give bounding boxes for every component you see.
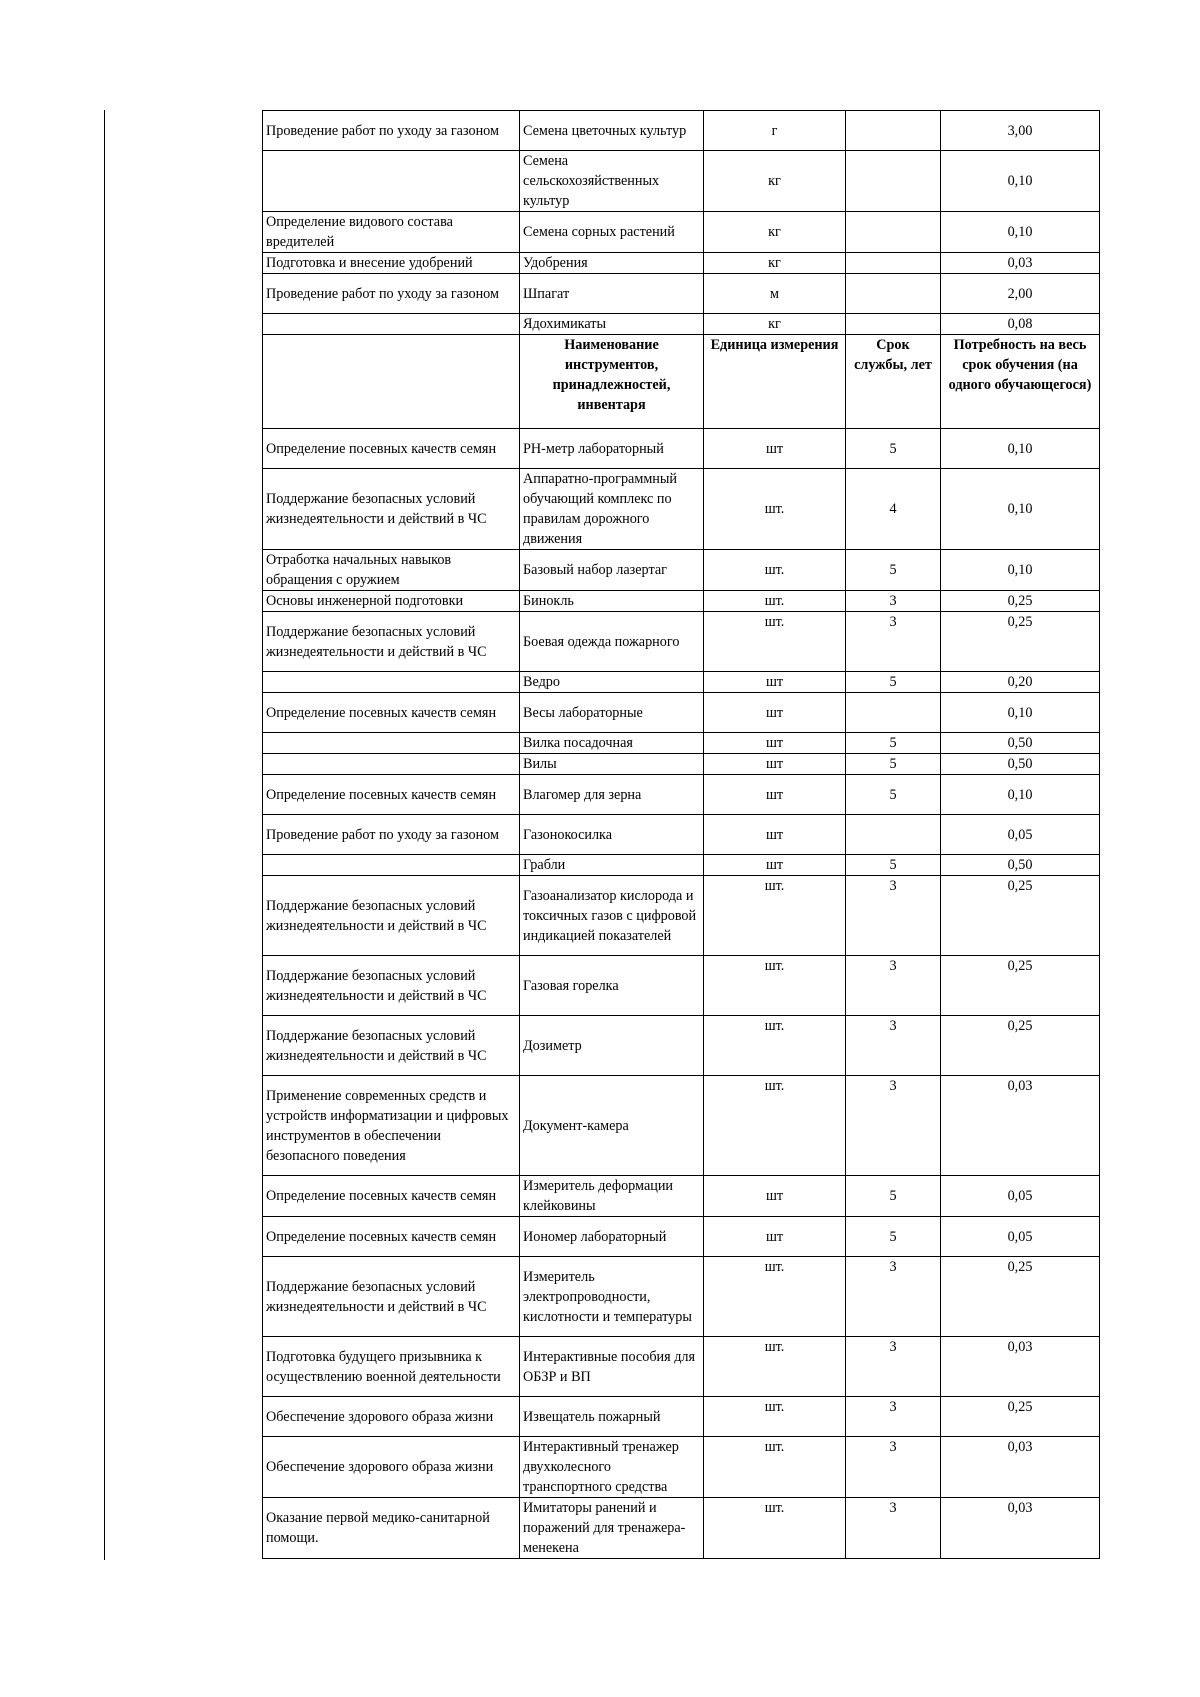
service-life-cell — [846, 693, 941, 733]
service-life-cell: 3 — [846, 1437, 941, 1498]
table-row — [263, 1016, 1100, 1076]
service-life-cell — [846, 212, 941, 253]
item-name-cell: Грабли — [520, 855, 704, 876]
unit-cell: кг — [704, 253, 846, 274]
table-row — [263, 775, 1100, 815]
service-life-cell: 5 — [846, 672, 941, 693]
table-row — [263, 469, 1100, 550]
unit-cell: шт — [704, 429, 846, 469]
activity-cell — [263, 314, 520, 335]
item-name-cell: Семена сельскохозяйственных культур — [520, 151, 704, 212]
table-row — [263, 314, 1100, 335]
table-row — [263, 733, 1100, 754]
item-name-cell: Базовый набор лазертаг — [520, 550, 704, 591]
activity-cell: Определение посевных качеств семян — [263, 1217, 520, 1257]
service-life-cell: 5 — [846, 429, 941, 469]
requirement-cell: 0,03 — [941, 1076, 1100, 1176]
item-name-cell: PH-метр лабораторный — [520, 429, 704, 469]
table-row — [263, 693, 1100, 733]
activity-cell: Поддержание безопасных условий жизнедеятельности и действий в ЧС — [263, 956, 520, 1016]
item-name-cell: Иономер лабораторный — [520, 1217, 704, 1257]
service-life-cell: 5 — [846, 754, 941, 775]
table-row — [263, 754, 1100, 775]
table-row — [263, 591, 1100, 612]
item-name-cell: Дозиметр — [520, 1016, 704, 1076]
requirement-cell: 0,05 — [941, 815, 1100, 855]
unit-cell: шт. — [704, 591, 846, 612]
header-requirement: Потребность на весь срок обучения (на одного обучающегося) — [941, 335, 1100, 429]
item-name-cell: Весы лабораторные — [520, 693, 704, 733]
service-life-cell: 5 — [846, 1217, 941, 1257]
table-row — [263, 855, 1100, 876]
table-row — [263, 612, 1100, 672]
requirement-cell: 0,25 — [941, 1257, 1100, 1337]
header-item-name: Наименование инструментов, принадлежностей, инвентаря — [520, 335, 704, 429]
requirement-cell: 0,10 — [941, 469, 1100, 550]
requirement-cell: 0,03 — [941, 1437, 1100, 1498]
table-row — [263, 274, 1100, 314]
requirement-cell: 0,08 — [941, 314, 1100, 335]
table-row — [263, 151, 1100, 212]
service-life-cell: 5 — [846, 733, 941, 754]
requirement-cell: 0,25 — [941, 956, 1100, 1016]
table-row — [263, 1337, 1100, 1397]
activity-cell: Поддержание безопасных условий жизнедеятельности и действий в ЧС — [263, 1016, 520, 1076]
service-life-cell: 3 — [846, 1337, 941, 1397]
unit-cell: шт — [704, 754, 846, 775]
item-name-cell: Удобрения — [520, 253, 704, 274]
item-name-cell: Семена цветочных культур — [520, 111, 704, 151]
table-row — [263, 1437, 1100, 1498]
activity-cell: Определение посевных качеств семян — [263, 429, 520, 469]
requirement-cell: 0,20 — [941, 672, 1100, 693]
activity-cell: Оказание первой медико-санитарной помощи. — [263, 1498, 520, 1559]
item-name-cell: Документ-камера — [520, 1076, 704, 1176]
header-unit: Единица измерения — [704, 335, 846, 429]
table-row — [263, 1176, 1100, 1217]
item-name-cell: Аппаратно-программный обучающий комплекс по правилам дорожного движения — [520, 469, 704, 550]
item-name-cell: Измеритель деформации клейковины — [520, 1176, 704, 1217]
service-life-cell: 4 — [846, 469, 941, 550]
service-life-cell: 3 — [846, 591, 941, 612]
table-row — [263, 1257, 1100, 1337]
unit-cell: шт. — [704, 1337, 846, 1397]
item-name-cell: Шпагат — [520, 274, 704, 314]
activity-cell: Подготовка и внесение удобрений — [263, 253, 520, 274]
service-life-cell: 5 — [846, 1176, 941, 1217]
unit-cell: г — [704, 111, 846, 151]
item-name-cell: Ведро — [520, 672, 704, 693]
unit-cell: шт — [704, 733, 846, 754]
table-row — [263, 212, 1100, 253]
item-name-cell: Боевая одежда пожарного — [520, 612, 704, 672]
page-margin-line — [104, 110, 105, 1560]
unit-cell: шт. — [704, 876, 846, 956]
item-name-cell: Газоанализатор кислорода и токсичных газов с цифровой индикацией показателей — [520, 876, 704, 956]
unit-cell: кг — [704, 151, 846, 212]
activity-cell — [263, 754, 520, 775]
requirement-cell: 0,50 — [941, 754, 1100, 775]
activity-cell: Применение современных средств и устройств информатизации и цифровых инструментов в обеспечении безопасного поведения — [263, 1076, 520, 1176]
requirement-cell: 3,00 — [941, 111, 1100, 151]
item-name-cell: Измеритель электропроводности, кислотности и температуры — [520, 1257, 704, 1337]
unit-cell: шт. — [704, 1397, 846, 1437]
requirement-cell: 0,25 — [941, 876, 1100, 956]
service-life-cell: 3 — [846, 1076, 941, 1176]
activity-cell: Отработка начальных навыков обращения с оружием — [263, 550, 520, 591]
activity-cell: Поддержание безопасных условий жизнедеятельности и действий в ЧС — [263, 876, 520, 956]
unit-cell: шт. — [704, 956, 846, 1016]
item-name-cell: Вилы — [520, 754, 704, 775]
unit-cell: шт — [704, 1176, 846, 1217]
unit-cell: м — [704, 274, 846, 314]
unit-cell: шт. — [704, 1498, 846, 1559]
table-row — [263, 815, 1100, 855]
table-row — [263, 1498, 1100, 1559]
service-life-cell: 3 — [846, 1257, 941, 1337]
activity-cell: Определение посевных качеств семян — [263, 693, 520, 733]
item-name-cell: Ядохимикаты — [520, 314, 704, 335]
requirement-cell: 0,05 — [941, 1176, 1100, 1217]
activity-cell: Проведение работ по уходу за газоном — [263, 274, 520, 314]
activity-cell — [263, 672, 520, 693]
activity-cell: Поддержание безопасных условий жизнедеятельности и действий в ЧС — [263, 612, 520, 672]
item-name-cell: Интерактивный тренажер двухколесного транспортного средства — [520, 1437, 704, 1498]
activity-cell: Определение посевных качеств семян — [263, 775, 520, 815]
service-life-cell: 3 — [846, 1016, 941, 1076]
activity-cell — [263, 733, 520, 754]
table-row — [263, 111, 1100, 151]
requirement-cell: 0,25 — [941, 1016, 1100, 1076]
requirement-cell: 0,25 — [941, 1397, 1100, 1437]
service-life-cell: 3 — [846, 956, 941, 1016]
requirement-cell: 0,10 — [941, 212, 1100, 253]
unit-cell: шт. — [704, 550, 846, 591]
unit-cell: шт. — [704, 1076, 846, 1176]
activity-cell: Проведение работ по уходу за газоном — [263, 111, 520, 151]
requirement-cell: 0,50 — [941, 855, 1100, 876]
requirement-cell: 0,10 — [941, 429, 1100, 469]
activity-cell: Определение видового состава вредителей — [263, 212, 520, 253]
requirement-cell: 0,10 — [941, 775, 1100, 815]
table-row — [263, 1397, 1100, 1437]
activity-cell: Проведение работ по уходу за газоном — [263, 815, 520, 855]
item-name-cell: Извещатель пожарный — [520, 1397, 704, 1437]
item-name-cell: Интерактивные пособия для ОБЗР и ВП — [520, 1337, 704, 1397]
activity-cell: Обеспечение здорового образа жизни — [263, 1437, 520, 1498]
unit-cell: шт. — [704, 612, 846, 672]
table-row — [263, 1217, 1100, 1257]
table-row — [263, 672, 1100, 693]
requirement-cell: 0,03 — [941, 1498, 1100, 1559]
service-life-cell — [846, 111, 941, 151]
unit-cell: шт. — [704, 469, 846, 550]
activity-cell: Поддержание безопасных условий жизнедеятельности и действий в ЧС — [263, 1257, 520, 1337]
unit-cell: шт. — [704, 1437, 846, 1498]
requirement-cell: 0,25 — [941, 612, 1100, 672]
service-life-cell: 5 — [846, 775, 941, 815]
item-name-cell: Вилка посадочная — [520, 733, 704, 754]
service-life-cell — [846, 253, 941, 274]
requirement-cell: 0,25 — [941, 591, 1100, 612]
table-row — [263, 956, 1100, 1016]
service-life-cell: 3 — [846, 612, 941, 672]
unit-cell: шт — [704, 775, 846, 815]
unit-cell: шт — [704, 672, 846, 693]
activity-cell: Обеспечение здорового образа жизни — [263, 1397, 520, 1437]
activity-cell: Поддержание безопасных условий жизнедеятельности и действий в ЧС — [263, 469, 520, 550]
service-life-cell: 5 — [846, 550, 941, 591]
table-row — [263, 1076, 1100, 1176]
requirement-cell: 0,10 — [941, 693, 1100, 733]
requirement-cell: 0,10 — [941, 550, 1100, 591]
table-row — [263, 429, 1100, 469]
equipment-table — [262, 110, 1100, 1559]
requirement-cell: 0,50 — [941, 733, 1100, 754]
requirement-cell: 0,03 — [941, 253, 1100, 274]
table-row — [263, 876, 1100, 956]
unit-cell: кг — [704, 212, 846, 253]
item-name-cell: Влагомер для зерна — [520, 775, 704, 815]
unit-cell: шт — [704, 815, 846, 855]
requirement-cell: 0,03 — [941, 1337, 1100, 1397]
requirement-cell: 0,10 — [941, 151, 1100, 212]
activity-cell: Определение посевных качеств семян — [263, 1176, 520, 1217]
requirement-cell: 0,05 — [941, 1217, 1100, 1257]
unit-cell: шт — [704, 1217, 846, 1257]
table-row — [263, 550, 1100, 591]
item-name-cell: Семена сорных растений — [520, 212, 704, 253]
service-life-cell — [846, 815, 941, 855]
service-life-cell: 3 — [846, 1397, 941, 1437]
unit-cell: шт. — [704, 1257, 846, 1337]
table-header-row — [263, 335, 1100, 429]
activity-cell: Основы инженерной подготовки — [263, 591, 520, 612]
activity-cell: Подготовка будущего призывника к осуществлению военной деятельности — [263, 1337, 520, 1397]
service-life-cell — [846, 151, 941, 212]
item-name-cell: Газонокосилка — [520, 815, 704, 855]
header-empty-cell — [263, 335, 520, 429]
service-life-cell: 3 — [846, 876, 941, 956]
unit-cell: шт — [704, 693, 846, 733]
unit-cell: кг — [704, 314, 846, 335]
activity-cell — [263, 151, 520, 212]
service-life-cell: 5 — [846, 855, 941, 876]
item-name-cell: Бинокль — [520, 591, 704, 612]
table-row — [263, 253, 1100, 274]
unit-cell: шт. — [704, 1016, 846, 1076]
service-life-cell — [846, 274, 941, 314]
item-name-cell: Газовая горелка — [520, 956, 704, 1016]
requirement-cell: 2,00 — [941, 274, 1100, 314]
header-service-life: Срок службы, лет — [846, 335, 941, 429]
service-life-cell — [846, 314, 941, 335]
activity-cell — [263, 855, 520, 876]
item-name-cell: Имитаторы ранений и поражений для тренажера-менекена — [520, 1498, 704, 1559]
unit-cell: шт — [704, 855, 846, 876]
service-life-cell: 3 — [846, 1498, 941, 1559]
